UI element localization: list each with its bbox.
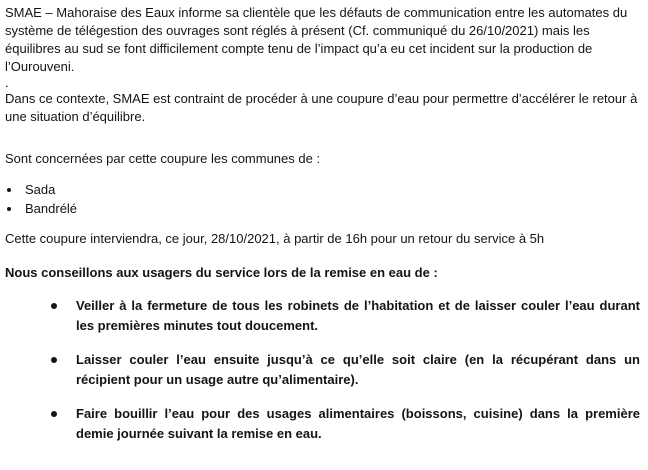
commune-label: Sada — [25, 182, 56, 197]
advice-text: Laisser couler l’eau ensuite jusqu’à ce qu’elle soit claire (en la récupérant dans un récipient pour un usage autre qu’alimentaire). — [76, 352, 640, 387]
advice-text: Faire bouillir l’eau pour des usages alimentaires (boissons, cuisine) dans la première demie journée suivant la remise en eau. — [76, 406, 640, 441]
separator-dot: . — [5, 75, 9, 90]
list-item — [51, 404, 640, 444]
timing-paragraph: Cette coupure interviendra, ce jour, 28/10/2021, à partir de 16h pour un retour du service à 5h — [5, 231, 545, 246]
advice-list — [5, 296, 640, 444]
bullet-icon — [51, 411, 57, 417]
bullet-icon — [7, 207, 11, 211]
advice-text: Veiller à la fermeture de tous les robinets de l’habitation et de laisser couler l’eau durant les premières minutes tout doucement. — [76, 298, 640, 333]
advice-heading: Nous conseillons aux usagers du service lors de la remise en eau de : — [5, 265, 438, 280]
communes-list — [5, 180, 640, 218]
list-item — [5, 180, 640, 199]
commune-label: Bandrélé — [25, 201, 78, 216]
bullet-icon — [51, 357, 57, 363]
intro-paragraph: SMAE – Mahoraise des Eaux informe sa clientèle que les défauts de communication entre les automates du système de télégestion des ouvrages sont réglés à présent (Cf. communiqué du 26/10/2021) mais les équilibres au sud se font difficilement compte tenu de l’impact qu’a eu cet incident sur la production de l’Ourouveni. — [5, 5, 628, 74]
context-paragraph: Dans ce contexte, SMAE est contraint de procéder à une coupure d’eau pour permettre d’accélérer le retour à une situation d’équilibre. — [5, 91, 638, 124]
list-item — [51, 350, 640, 390]
bullet-icon — [51, 303, 57, 309]
list-item — [5, 199, 640, 218]
list-item — [51, 296, 640, 336]
bullet-icon — [7, 188, 11, 192]
concerned-communes-heading: Sont concernées par cette coupure les communes de : — [5, 151, 321, 166]
